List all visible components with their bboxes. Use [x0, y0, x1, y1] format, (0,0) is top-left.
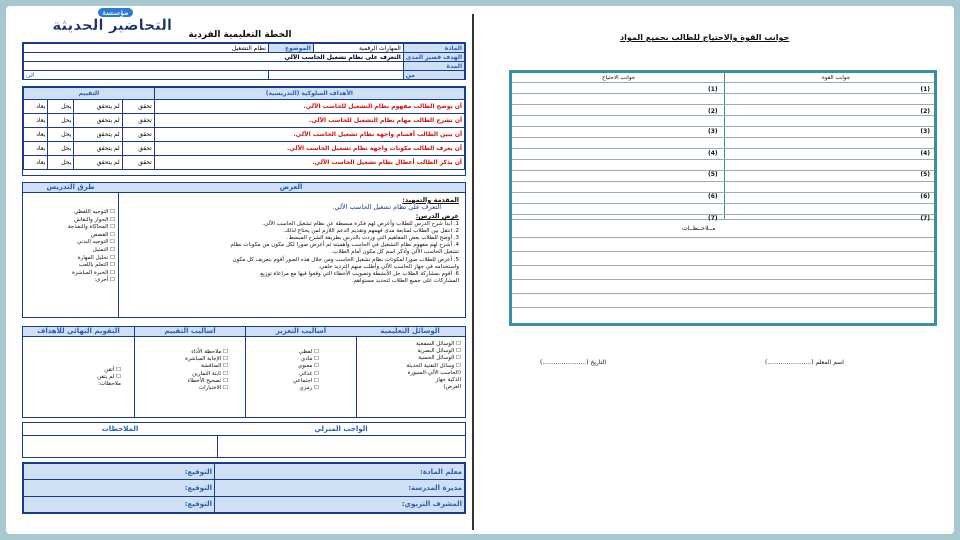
eval-option[interactable]: يعاد	[24, 142, 48, 156]
intro-title: المقدمة والتمهيد:	[402, 196, 459, 204]
reinforcement-header: أساليب التعزيز	[246, 327, 356, 337]
eval-option[interactable]: يحل	[48, 128, 74, 142]
signature-role: مديرة المدرسة:	[215, 480, 465, 496]
eval-option[interactable]: يعاد	[24, 100, 48, 114]
final-eval-item[interactable]: ☐ لم يتقن	[97, 374, 121, 381]
table-row	[512, 148, 934, 149]
eval-option[interactable]: تحقق	[122, 156, 154, 170]
method-item[interactable]: ☐ التوجيه البدني	[76, 239, 115, 246]
final-eval-item[interactable]: ☐ أتقن	[104, 367, 121, 373]
assessment-header: أساليب التقييم	[135, 327, 245, 337]
signatures-box	[22, 462, 466, 514]
plan-title: الخطة التعليمية الفردية	[188, 30, 292, 40]
logo-text: التحاضير الحديثة	[52, 16, 172, 34]
need-number: (5)	[708, 171, 718, 178]
notes-row	[512, 251, 934, 252]
eval-option[interactable]: لم يتحقق	[74, 156, 122, 170]
strength-number: (3)	[920, 128, 930, 135]
eval-option[interactable]: يحل	[48, 100, 74, 114]
reinforcement-item[interactable]: ☐ لفظي	[298, 349, 319, 355]
table-row	[512, 126, 934, 127]
notes-row	[512, 307, 934, 308]
reinforcement-item[interactable]: ☐ رمزي	[299, 385, 319, 392]
eval-option[interactable]: تحقق	[122, 114, 154, 128]
final-eval-notes: ملاحظات:	[98, 381, 121, 388]
lesson-step: 3. أوضح للطلاب بعض المفاهيم التي وردت بالدرس بطريقة الشرح المبسط.	[286, 235, 459, 242]
to-label: الى	[24, 71, 269, 80]
assessment-item[interactable]: ☐ المناقشة	[201, 363, 228, 370]
lesson-title: عرض الدرس:	[415, 212, 459, 221]
method-item[interactable]: ☐ التمثيل	[92, 246, 115, 253]
teacher-signature[interactable]: اسم المعلم (.......................)	[765, 359, 844, 366]
strengths-needs-title: جوانب القوة والاحتياج للطالب بجميع المواد	[620, 33, 790, 42]
objectives-header: الأهداف السلوكية (التدريسية)	[154, 88, 464, 100]
subject-value: المهارات الرقمية	[313, 44, 403, 53]
signature-field[interactable]: التوقيع:	[24, 496, 215, 512]
homework-label: الواجب المنزلي	[217, 423, 465, 436]
objective-item: أن يذكر الطالب أعطال نظام تشغيل الحاسب الآلي.	[154, 156, 464, 170]
final-evaluation-list	[27, 367, 131, 389]
need-header: جوانب الاحتياج	[602, 75, 636, 81]
strength-number: (6)	[920, 193, 930, 200]
strength-number: (7)	[920, 215, 930, 222]
resources-box	[22, 326, 466, 418]
lesson-step: 4. أشرح لهم مفهوم نظام التشغيل في الحاسب وأهميته ثم أعرض صورا لكل مكون من مكونات نظام	[230, 242, 459, 249]
aid-item: الذكية جهاز	[435, 377, 461, 384]
presentation-header: العرض	[117, 183, 465, 193]
assessment-item[interactable]: ☐ ملاحظة الأداء	[191, 349, 228, 355]
notes-label: مــلاحــظــات	[682, 225, 716, 232]
method-item[interactable]: ☐ أخرى:	[94, 277, 115, 284]
eval-option[interactable]: يحل	[48, 142, 74, 156]
duration-value	[24, 62, 404, 71]
notes-row	[512, 279, 934, 280]
aid-item[interactable]: ☐ وسائل التقنية الحديثة	[406, 362, 461, 369]
table-row	[512, 181, 934, 182]
reinforcement-list	[249, 349, 353, 392]
table-row	[512, 104, 934, 105]
assessment-list	[138, 349, 242, 392]
need-number: (7)	[708, 215, 718, 222]
method-item[interactable]: ☐ تحليل المهارة	[77, 254, 115, 261]
goal-value: التعرف على نظام تشغيل الحاسب الآلي	[24, 53, 404, 62]
aid-item[interactable]: ☐ الوسائل السمعية	[415, 341, 461, 347]
eval-option[interactable]: تحقق	[122, 142, 154, 156]
need-number: (2)	[708, 108, 718, 115]
need-number: (1)	[708, 86, 718, 93]
strength-number: (5)	[920, 171, 930, 178]
eval-option[interactable]: يحل	[48, 114, 74, 128]
eval-option[interactable]: لم يتحقق	[74, 114, 122, 128]
lesson-step: تشغيل الحاسب الآلي وأذكر اسم كل مكون أمام الطلاب.	[331, 249, 459, 256]
page-divider	[472, 14, 474, 530]
table-row	[512, 192, 934, 193]
lesson-step: 1. أبدأ شرح الدرس للطلاب وأعرض لهم فكرة مبسطة عن نظام تشغيل الحاسب الآلي.	[262, 220, 459, 227]
evaluation-header: التقييم	[24, 88, 155, 100]
signature-role: المشرف التربوي:	[215, 496, 465, 512]
objective-item: أن يوضح الطالب مفهوم نظام التشغيل للحاسب الآلي.	[154, 100, 464, 114]
topic-label: الموضوع	[268, 44, 313, 53]
reinforcement-item[interactable]: ☐ غذائي	[298, 370, 319, 377]
table-row	[512, 170, 934, 171]
eval-option[interactable]: تحقق	[122, 128, 154, 142]
column-divider	[245, 327, 246, 417]
aid-item: العرض)	[443, 384, 461, 391]
signature-field[interactable]: التوقيع:	[24, 480, 215, 496]
final-evaluation-header: التقويم النهائي للأهداف	[23, 327, 134, 337]
need-number: (3)	[708, 128, 718, 135]
table-row	[512, 214, 934, 215]
presentation-box	[22, 182, 466, 318]
intro-item: التعرف على نظام تشغيل الحاسب الآلي.	[332, 203, 441, 212]
duration-label: المدة	[403, 62, 464, 71]
table-column-divider	[724, 73, 725, 219]
reinforcement-item[interactable]: ☐ معنوي	[297, 363, 319, 370]
lesson-step: 6. أقوم بمشاركة الطلاب حل الأنشطة وتصويب الأخطاء التي وقعوا فيها مع مراعاة توزيع	[260, 271, 459, 278]
objective-item: أن يعرف الطالب مكونات واجهة نظام تشغيل الحاسب الآلي.	[154, 142, 464, 156]
from-value	[268, 71, 403, 80]
assessment-item[interactable]: ☐ تصحيح الأخطاء	[187, 377, 228, 384]
need-number: (4)	[708, 150, 718, 157]
table-row	[512, 159, 934, 160]
aids-header: الوسائل التعليمية	[355, 327, 465, 337]
lesson-step: المشاركات على جميع الطلاب لتحديد مستواهم.	[351, 278, 459, 285]
objective-item: أن يبين الطالب أقسام واجهة نظام تشغيل الحاسب الآلي.	[154, 128, 464, 142]
methods-header: طرق التدريس	[23, 183, 118, 193]
objectives-box	[22, 86, 466, 176]
table-row	[512, 115, 934, 116]
subject-label: المادة	[403, 44, 464, 53]
method-item[interactable]: ☐ الحوار والنقاش	[74, 216, 115, 223]
signature-role: معلم المادة:	[215, 464, 465, 480]
assessment-item[interactable]: ☐ الاختبارات	[198, 385, 228, 392]
eval-option[interactable]: يحل	[48, 156, 74, 170]
brand-logo	[2, 2, 172, 42]
strengths-needs-table	[509, 70, 937, 326]
eval-option[interactable]: لم يتحقق	[74, 100, 122, 114]
assessment-item[interactable]: ☐ الإجابة المباشرة	[185, 356, 228, 363]
date-signature[interactable]: التاريخ (.......................)	[540, 359, 607, 366]
lesson-content	[121, 197, 459, 285]
eval-option[interactable]: يعاد	[24, 128, 48, 142]
method-item[interactable]: ☐ الخبرة المباشرة	[71, 269, 115, 276]
objective-item: أن تشرح الطالب مهام نظام التشغيل للحاسب الآلي.	[154, 114, 464, 128]
from-label: من	[403, 71, 464, 80]
aids-list	[357, 341, 461, 391]
notes-row	[512, 265, 934, 266]
strength-number: (4)	[920, 150, 930, 157]
logo-badge: مؤسسة	[98, 8, 133, 17]
homework-box	[22, 422, 466, 458]
goal-label: الهدف قصير المدى	[403, 53, 464, 62]
method-item[interactable]: ☐ القصص	[90, 231, 115, 238]
column-divider	[118, 183, 119, 317]
table-row	[512, 137, 934, 138]
strength-number: (1)	[920, 86, 930, 93]
notes-row	[512, 237, 934, 238]
assessment-item[interactable]: ☐ ثابتة التمارين	[192, 370, 228, 377]
aid-item[interactable]: ☐ الوسائل البصرية	[417, 348, 461, 355]
method-item[interactable]: ☐ المحاكاة والنمذجة	[67, 224, 115, 231]
strength-header: جوانب القوة	[822, 75, 851, 81]
methods-list	[27, 209, 115, 285]
eval-option[interactable]: تحقق	[122, 100, 154, 114]
lesson-step: 5. أعرض للطلاب صورا لمكونات نظام تشغيل الحاسب ومن خلال هذه الصور أقوم بتعريف كل مكون	[232, 256, 459, 263]
notes-row	[512, 293, 934, 294]
eval-option[interactable]: لم يتحقق	[74, 142, 122, 156]
eval-option[interactable]: لم يتحقق	[74, 128, 122, 142]
method-item[interactable]: ☐ التعلم باللعب	[78, 262, 115, 269]
method-item[interactable]: ☐ التوجيه اللفظي	[73, 209, 115, 215]
lesson-step: واستخدامه في جهاز الحاسب الآلي وأطلب منهم الترديد خلفي.	[318, 263, 459, 270]
header-info-box	[22, 42, 466, 80]
table-row	[512, 219, 934, 220]
aid-item[interactable]: ☐ الوسائل الحسية	[418, 355, 461, 362]
reinforcement-item[interactable]: ☐ مادي	[300, 356, 319, 363]
need-number: (6)	[708, 193, 718, 200]
table-row	[512, 203, 934, 204]
eval-option[interactable]: يعاد	[24, 114, 48, 128]
lesson-step: 2. انتقل بين الطلاب لمتابعة مدى فهمهم وتقديم الدعم اللازم لمن يحتاج لذلك.	[283, 227, 459, 234]
strength-number: (2)	[920, 108, 930, 115]
topic-value: نظام التشغيل	[24, 44, 269, 53]
aid-item: (الحاسب الآلي-السبورة	[407, 369, 461, 376]
column-divider	[134, 327, 135, 417]
notes-label: الملاحظات	[23, 423, 217, 436]
signature-field[interactable]: التوقيع:	[24, 464, 215, 480]
eval-option[interactable]: يعاد	[24, 156, 48, 170]
table-row	[512, 82, 934, 83]
table-row	[512, 93, 934, 94]
reinforcement-item[interactable]: ☐ اجتماعي	[293, 377, 319, 384]
